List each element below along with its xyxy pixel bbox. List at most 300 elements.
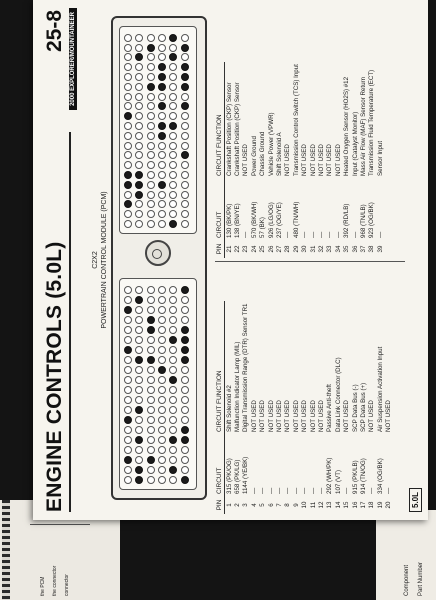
page-header <box>33 0 85 520</box>
header-pin: PIN <box>215 240 225 258</box>
connector-pin <box>124 436 132 444</box>
connector-pin <box>147 376 155 384</box>
connector-pin <box>147 44 155 52</box>
connector-pin <box>158 151 166 159</box>
connector-pin <box>135 346 143 354</box>
connector-pin <box>169 210 177 218</box>
connector-pin <box>147 476 155 484</box>
connector-pin <box>158 356 166 364</box>
connector-pin <box>169 191 177 199</box>
circuit-cell: — <box>284 231 292 238</box>
connector-pin <box>181 171 189 179</box>
background-text: the PCM <box>40 576 46 596</box>
page-title: ENGINE CONTROLS (5.0L) <box>43 241 66 512</box>
connector-pin <box>124 306 132 314</box>
connector-pin <box>181 406 189 414</box>
circuit-cell: 315 (PK/OG) <box>225 458 233 494</box>
table-row <box>326 62 334 258</box>
connector-pin <box>169 93 177 101</box>
header-circuit: CIRCUIT <box>215 178 225 240</box>
circuit-cell: 107 (VT) <box>334 469 342 494</box>
connector-pin <box>158 132 166 140</box>
connector-pin <box>124 151 132 159</box>
circuit-cell: — <box>309 231 317 238</box>
connector-pin <box>147 53 155 61</box>
connector-pin <box>147 132 155 140</box>
table-row <box>376 302 384 515</box>
connector-pin <box>124 396 132 404</box>
function-cell: Shift Solenoid A <box>276 132 284 176</box>
connector-pin <box>135 53 143 61</box>
circuit-cell: — <box>334 231 342 238</box>
connector-pin <box>158 122 166 130</box>
connector-pin <box>169 181 177 189</box>
pin-cell: 15 <box>343 501 351 509</box>
pin-cell: 14 <box>334 501 342 509</box>
background-text: Component <box>404 564 410 596</box>
connector-pin <box>124 53 132 61</box>
pin-cell: 2 <box>234 503 242 507</box>
pin-cell: 37 <box>359 245 367 253</box>
connector-pin <box>147 406 155 414</box>
connector-pin <box>147 220 155 228</box>
pin-cell: 19 <box>376 501 384 509</box>
function-cell: SCP Data Bus (+) <box>359 382 367 432</box>
function-cell: Input (Catalyst Monitor) <box>351 111 359 176</box>
table-row <box>317 62 325 258</box>
rotated-content <box>33 0 428 520</box>
pin-cell: 26 <box>267 245 275 253</box>
connector-pin <box>124 181 132 189</box>
connector-name: POWERTRAIN CONTROL MODULE (PCM) <box>101 191 108 329</box>
table-row <box>334 62 342 258</box>
pin-table-left <box>215 302 393 515</box>
pin-cell: 18 <box>368 501 376 509</box>
pin-cell: 5 <box>259 503 267 507</box>
connector-pin <box>124 336 132 344</box>
function-cell: NOT USED <box>242 144 250 176</box>
connector-pin <box>158 426 166 434</box>
connector-pin <box>135 93 143 101</box>
connector-pin <box>158 181 166 189</box>
pin-cell: 20 <box>385 501 393 509</box>
connector-pin <box>135 396 143 404</box>
pin-cell: 31 <box>309 245 317 253</box>
connector-pin <box>124 476 132 484</box>
connector-pin <box>124 446 132 454</box>
connector-pin <box>158 191 166 199</box>
connector-pin <box>124 346 132 354</box>
connector-pin <box>158 396 166 404</box>
connector-pin <box>124 93 132 101</box>
connector-pin <box>135 63 143 71</box>
connector-pin <box>147 83 155 91</box>
connector-pin <box>181 44 189 52</box>
circuit-cell: — <box>368 487 376 494</box>
table-row <box>351 302 359 515</box>
connector-pin <box>147 93 155 101</box>
circuit-cell: — <box>317 487 325 494</box>
connector-pin <box>158 326 166 334</box>
connector-pin <box>181 376 189 384</box>
connector-pin <box>181 456 189 464</box>
pin-cell: 11 <box>309 501 317 509</box>
pin-table-right <box>215 62 384 258</box>
circuit-cell: 1144 (YE/BK) <box>242 456 250 494</box>
connector-pin <box>158 220 166 228</box>
connector-pin <box>147 161 155 169</box>
connector-pin <box>147 181 155 189</box>
connector-pin <box>158 306 166 314</box>
connector-pin <box>135 336 143 344</box>
connector-pin <box>169 456 177 464</box>
connector-pin <box>124 122 132 130</box>
circuit-cell: 237 (OG/YE) <box>276 202 284 238</box>
pin-cell: 12 <box>317 501 325 509</box>
pin-cell: 27 <box>276 245 284 253</box>
connector-pin <box>158 34 166 42</box>
connector-pin <box>158 376 166 384</box>
connector-pin <box>135 376 143 384</box>
function-cell: Transmission Fluid Temperature (ECT) <box>368 69 376 176</box>
connector-pin <box>158 386 166 394</box>
function-cell: NOT USED <box>250 400 258 432</box>
table-row <box>376 62 384 258</box>
connector-pin <box>124 376 132 384</box>
connector-pin <box>147 386 155 394</box>
connector-pin <box>169 446 177 454</box>
function-cell: Air Suspension Activation Input <box>376 346 384 432</box>
connector-pin <box>169 171 177 179</box>
connector-pin <box>169 466 177 474</box>
connector-pin <box>147 466 155 474</box>
table-row <box>359 62 367 258</box>
pin-cell: 36 <box>351 245 359 253</box>
connector-pin <box>135 406 143 414</box>
function-cell: NOT USED <box>301 400 309 432</box>
circuit-cell: 926 (LG/OG) <box>267 202 275 238</box>
connector-pin <box>147 200 155 208</box>
header-function: CIRCUIT FUNCTION <box>215 302 225 435</box>
connector-pin <box>181 436 189 444</box>
connector-pin <box>158 171 166 179</box>
connector-pin <box>147 286 155 294</box>
connector-pin <box>181 466 189 474</box>
vehicle-subtitle: 2000 EXPLORER/MOUNTAINEER <box>69 8 77 110</box>
function-cell: Malfunction Indicator Lamp (MIL) <box>234 341 242 432</box>
function-cell: SCP Data Bus (-) <box>351 384 359 432</box>
connector-pin <box>135 73 143 81</box>
connector-pin <box>169 406 177 414</box>
table-row <box>351 62 359 258</box>
connector-pin <box>147 73 155 81</box>
connector-bank-left <box>119 278 197 490</box>
function-cell: Mass Air Flow (MAF) Sensor Return <box>359 76 367 176</box>
connector-pin <box>124 191 132 199</box>
connector-pin <box>124 296 132 304</box>
circuit-cell: 658 (PK/LG) <box>234 459 242 494</box>
table-row <box>342 302 350 515</box>
table-row <box>292 62 300 258</box>
connector-pin <box>181 112 189 120</box>
function-cell: Transmission Control Switch (TCS) Input <box>292 64 300 176</box>
circuit-cell: 292 (WH/PK) <box>326 457 334 494</box>
connector-pin <box>124 161 132 169</box>
function-cell: Shift Solenoid #2 <box>225 385 233 432</box>
connector-pin <box>169 416 177 424</box>
pin-cell: 8 <box>284 503 292 507</box>
pin-cell: 32 <box>317 245 325 253</box>
connector-pin <box>124 63 132 71</box>
table-row <box>301 302 309 515</box>
connector-pin <box>169 336 177 344</box>
connector-pin <box>135 102 143 110</box>
circuit-cell: — <box>343 487 351 494</box>
connector-pin <box>169 161 177 169</box>
connector-pin <box>158 210 166 218</box>
connector-pin <box>158 406 166 414</box>
header-circuit: CIRCUIT <box>215 434 225 496</box>
pcm-connector-diagram <box>111 16 207 500</box>
pin-cell: 35 <box>343 245 351 253</box>
connector-pin <box>169 122 177 130</box>
connector-pin <box>124 142 132 150</box>
connector-pin <box>124 406 132 414</box>
connector-pin <box>135 34 143 42</box>
pin-cell: 23 <box>242 245 250 253</box>
pin-cell: 17 <box>359 501 367 509</box>
connector-pin <box>181 366 189 374</box>
circuit-cell: — <box>250 487 258 494</box>
connector-pin <box>158 466 166 474</box>
connector-pin <box>124 356 132 364</box>
function-cell: NOT USED <box>317 400 325 432</box>
header-function: CIRCUIT FUNCTION <box>215 62 225 178</box>
connector-pin <box>147 296 155 304</box>
connector-pin <box>147 34 155 42</box>
table-row <box>309 302 317 515</box>
function-cell: NOT USED <box>326 144 334 176</box>
connector-pin <box>169 376 177 384</box>
connector-pin <box>169 316 177 324</box>
connector-pin <box>135 220 143 228</box>
connector-pin <box>124 102 132 110</box>
connector-pin <box>158 63 166 71</box>
function-cell: Data Link Connector (DLC) <box>334 357 342 432</box>
connector-pin <box>135 316 143 324</box>
connector-pin <box>135 366 143 374</box>
connector-pin <box>135 326 143 334</box>
connector-pin <box>181 220 189 228</box>
connector-pin <box>169 366 177 374</box>
connector-pin <box>158 53 166 61</box>
pin-cell: 24 <box>250 245 258 253</box>
connector-pin <box>181 142 189 150</box>
table-row <box>359 302 367 515</box>
connector-pin <box>158 346 166 354</box>
table-row <box>267 62 275 258</box>
connector-pin <box>158 83 166 91</box>
pin-cell: 4 <box>250 503 258 507</box>
connector-pin <box>147 426 155 434</box>
connector-pin <box>135 296 143 304</box>
function-cell: NOT USED <box>276 400 284 432</box>
connector-pin <box>169 200 177 208</box>
connector-pin <box>169 102 177 110</box>
connector-pin <box>135 151 143 159</box>
connector-pin <box>181 161 189 169</box>
connector-pin <box>135 181 143 189</box>
connector-pin <box>135 436 143 444</box>
connector-pin <box>158 476 166 484</box>
connector-pin <box>147 102 155 110</box>
header-rule <box>69 132 71 512</box>
connector-pin <box>124 466 132 474</box>
connector-pin <box>135 356 143 364</box>
table-divider <box>215 261 405 262</box>
connector-pin <box>158 44 166 52</box>
pin-cell: 25 <box>259 245 267 253</box>
connector-pin <box>147 142 155 150</box>
connector-pin <box>158 200 166 208</box>
connector-pin <box>181 416 189 424</box>
function-cell: Digital Transmission Range (DTR) Sensor TR1 <box>242 303 250 432</box>
circuit-cell: — <box>242 231 250 238</box>
connector-pin <box>124 316 132 324</box>
connector-pin <box>147 326 155 334</box>
connector-pin <box>135 306 143 314</box>
function-cell: NOT USED <box>267 400 275 432</box>
circuit-cell: — <box>301 231 309 238</box>
circuit-cell: — <box>301 487 309 494</box>
connector-pin <box>181 200 189 208</box>
connector-pin <box>124 326 132 334</box>
pin-cell: 13 <box>326 501 334 509</box>
connector-pin <box>124 132 132 140</box>
table-row <box>233 62 241 258</box>
connector-pin <box>181 122 189 130</box>
pin-cell: 6 <box>267 503 275 507</box>
connector-pin <box>147 366 155 374</box>
table-row <box>368 302 376 515</box>
connector-pin <box>135 142 143 150</box>
connector-pin <box>181 356 189 364</box>
connector-pin <box>169 296 177 304</box>
connector-pin <box>147 356 155 364</box>
circuit-cell: 915 (PK/LB) <box>351 460 359 494</box>
background-text: the connector <box>52 565 58 596</box>
circuit-cell: 392 (RD/LB) <box>343 203 351 238</box>
connector-pin <box>181 306 189 314</box>
connector-pin <box>135 44 143 52</box>
connector-pin <box>135 171 143 179</box>
connector-pin <box>135 386 143 394</box>
circuit-cell: 480 (TN/WH) <box>292 201 300 238</box>
connector-pin <box>158 73 166 81</box>
connector-pin <box>147 112 155 120</box>
pin-cell: 38 <box>368 245 376 253</box>
table-header-row <box>215 302 225 515</box>
connector-pin <box>124 210 132 218</box>
pin-cell: 22 <box>234 245 242 253</box>
connector-pin <box>181 102 189 110</box>
table-row <box>275 302 283 515</box>
connector-pin <box>158 416 166 424</box>
connector-pin <box>135 286 143 294</box>
connector-pin <box>158 316 166 324</box>
function-cell: NOT USED <box>368 400 376 432</box>
connector-pin <box>181 316 189 324</box>
connector-pin <box>169 132 177 140</box>
table-row <box>342 62 350 258</box>
table-row <box>284 302 292 515</box>
function-cell: Passive Anti-theft <box>326 384 334 432</box>
page-number: 25-8 <box>43 10 66 53</box>
connector-pin <box>169 73 177 81</box>
connector-pin <box>181 336 189 344</box>
connector-pin <box>135 456 143 464</box>
connector-pin <box>181 446 189 454</box>
connector-pin <box>169 426 177 434</box>
header-pin: PIN <box>215 496 225 514</box>
connector-pin <box>135 191 143 199</box>
function-cell: NOT USED <box>334 144 342 176</box>
connector-pin <box>169 386 177 394</box>
function-cell: NOT USED <box>317 144 325 176</box>
connector-pin <box>169 306 177 314</box>
connector-pin <box>147 396 155 404</box>
connector-key-icon <box>145 240 171 266</box>
connector-pin <box>124 73 132 81</box>
pin-cell: 9 <box>292 503 300 507</box>
connector-pin <box>181 151 189 159</box>
connector-pin <box>147 122 155 130</box>
connector-pin <box>135 466 143 474</box>
connector-pin <box>124 171 132 179</box>
background-text: connector <box>64 574 70 596</box>
connector-pin <box>124 112 132 120</box>
connector-pin <box>158 296 166 304</box>
connector-pin <box>181 346 189 354</box>
connector-pin <box>147 316 155 324</box>
connector-pin <box>124 83 132 91</box>
connector-pin <box>135 200 143 208</box>
table-row <box>242 62 250 258</box>
pin-cell: 7 <box>276 503 284 507</box>
connector-pin <box>158 102 166 110</box>
connector-pin <box>169 112 177 120</box>
circuit-cell: — <box>292 487 300 494</box>
pin-cell: 10 <box>301 501 309 509</box>
circuit-cell: — <box>376 231 384 238</box>
connector-pin <box>158 366 166 374</box>
function-cell: Crankshaft Position (CKP) Sensor <box>234 82 242 176</box>
table-row <box>309 62 317 258</box>
connector-pin <box>147 456 155 464</box>
connector-pin <box>169 151 177 159</box>
pin-cell: 3 <box>242 503 250 507</box>
pin-cell: 29 <box>292 245 300 253</box>
connector-pin <box>181 191 189 199</box>
connector-pin <box>147 446 155 454</box>
circuit-cell: — <box>284 487 292 494</box>
circuit-cell: — <box>317 231 325 238</box>
function-cell: NOT USED <box>385 400 393 432</box>
connector-pin <box>124 200 132 208</box>
connector-pin <box>135 122 143 130</box>
connector-pin <box>158 161 166 169</box>
connector-pin <box>124 456 132 464</box>
